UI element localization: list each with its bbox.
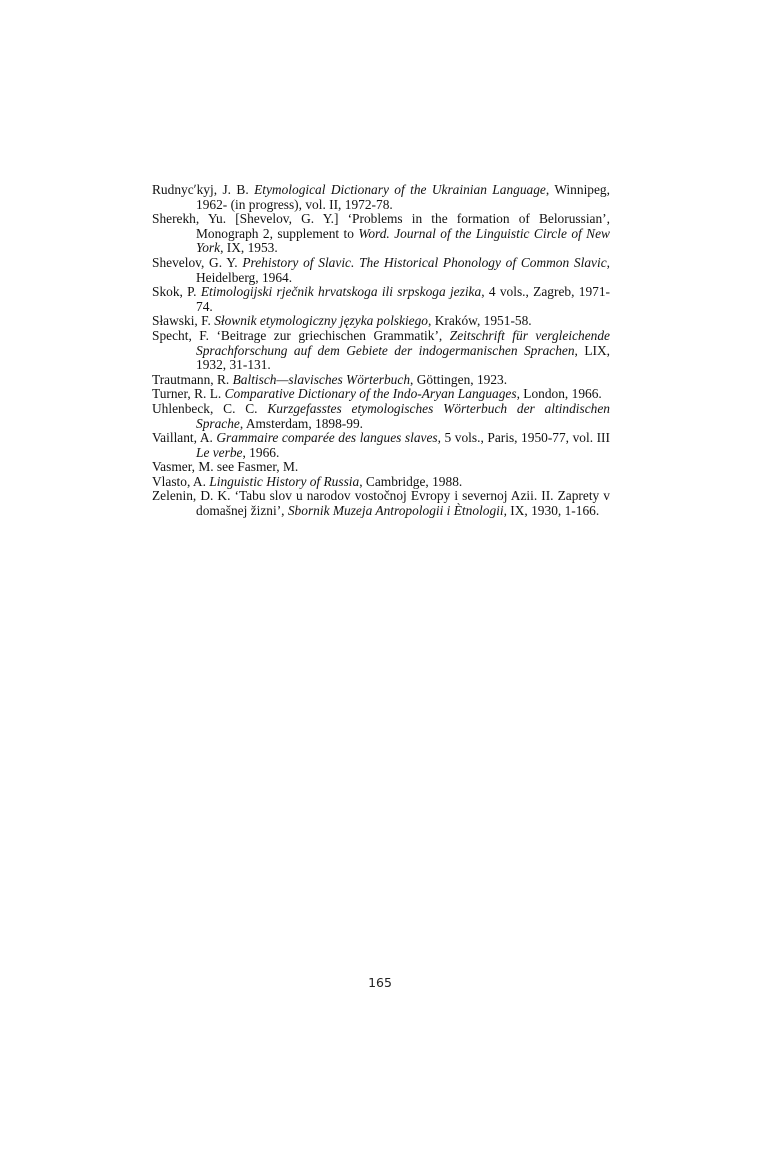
bibliography-entry — [152, 387, 610, 402]
entry-title: Comparative Dictionary of the Indo-Aryan Languages — [224, 386, 517, 402]
entry-title: Linguistic History of Russia — [209, 473, 360, 489]
bibliography-entry — [152, 489, 610, 518]
entry-author: Turner, R. L. — [152, 386, 225, 402]
entry-title: Prehistory of Slavic. The Historical Phonology of Common Slavic — [242, 254, 607, 270]
entry-details: , Winnipeg, 1962- (in progress), vol. II, 1972-78. — [196, 182, 610, 212]
entry-title: Zeitschrift für vergleichende Sprachforschung auf dem Gebiete der indogermanischen Sprachen — [196, 327, 610, 358]
entry-author: Vlasto, A. — [152, 473, 210, 489]
entry-title: Sbornik Muzeja Antropologii i Ètnologii — [287, 503, 504, 519]
entry-title: Etymological Dictionary of the Ukrainian Language — [254, 182, 546, 197]
entry-details: , IX, 1930, 1-166. — [503, 503, 600, 519]
entry-details-tail: , 1966. — [242, 444, 280, 460]
entry-details: , IX, 1953. — [220, 240, 278, 256]
entry-title: Baltisch—slavisches Wörterbuch — [232, 371, 411, 387]
bibliography-entry — [152, 329, 610, 373]
entry-subtitle: Le verbe — [196, 444, 243, 460]
entry-author: Zelenin, D. K. ‘Tabu slov u narodov vostočnoj Evropy i severnoj Azii. II. Zaprety v domašnej žizni’, — [152, 488, 610, 519]
entry-details: , Heidelberg, 1964. — [196, 254, 611, 285]
entry-author: Vasmer, M. see Fasmer, M. — [152, 459, 299, 475]
entry-details: , LIX, 1932, 31-131. — [196, 342, 610, 373]
entry-author: Sherekh, Yu. [Shevelov, G. Y.] ‘Problems in the formation of Belorussian’, Monograph 2, supplement to — [152, 211, 610, 241]
bibliography-list — [152, 183, 610, 519]
entry-author: Trautmann, R. — [152, 371, 233, 387]
bibliography-entry — [152, 183, 610, 212]
entry-author: Rudnycʹkyj, J. B. — [152, 182, 255, 197]
entry-details: , 4 vols., Zagreb, 1971-74. — [196, 284, 610, 314]
bibliography-entry — [152, 460, 610, 475]
bibliography-entry — [152, 314, 610, 329]
entry-author: Sławski, F. — [152, 313, 215, 329]
page-number: 165 — [368, 975, 392, 990]
entry-title: Word. Journal of the Linguistic Circle of New York — [196, 225, 610, 256]
entry-author: Skok, P. — [152, 284, 201, 300]
entry-title: Kurzgefasstes etymologisches Wörterbuch der altindischen Sprache — [196, 400, 610, 431]
bibliography-entry — [152, 373, 610, 388]
bibliography-entry — [152, 212, 610, 256]
entry-details: , London, 1966. — [516, 386, 602, 402]
entry-details: , Kraków, 1951-58. — [428, 313, 532, 329]
bibliography-entry — [152, 475, 610, 490]
entry-title: Grammaire comparée des langues slaves — [216, 430, 438, 446]
entry-title: Etimologijski rječnik hrvatskoga ili srpskoga jezika — [200, 284, 482, 300]
entry-details: , Göttingen, 1923. — [410, 371, 508, 387]
bibliography-entry — [152, 256, 610, 285]
entry-author: Vaillant, A. — [152, 430, 217, 446]
entry-details: , Amsterdam, 1898-99. — [239, 415, 363, 431]
bibliography-entry — [152, 285, 610, 314]
entry-author: Specht, F. ‘Beitrage zur griechischen Grammatik’, — [152, 327, 450, 343]
entry-author: Uhlenbeck, C. C. — [152, 400, 268, 416]
entry-details: , Cambridge, 1988. — [359, 473, 463, 489]
entry-title: Słownik etymologiczny języka polskiego — [214, 313, 429, 329]
entry-details: , 5 vols., Paris, 1950-77, vol. III — [437, 430, 610, 446]
entry-author: Shevelov, G. Y. — [152, 254, 243, 270]
bibliography-entry — [152, 431, 610, 460]
bibliography-entry — [152, 402, 610, 431]
